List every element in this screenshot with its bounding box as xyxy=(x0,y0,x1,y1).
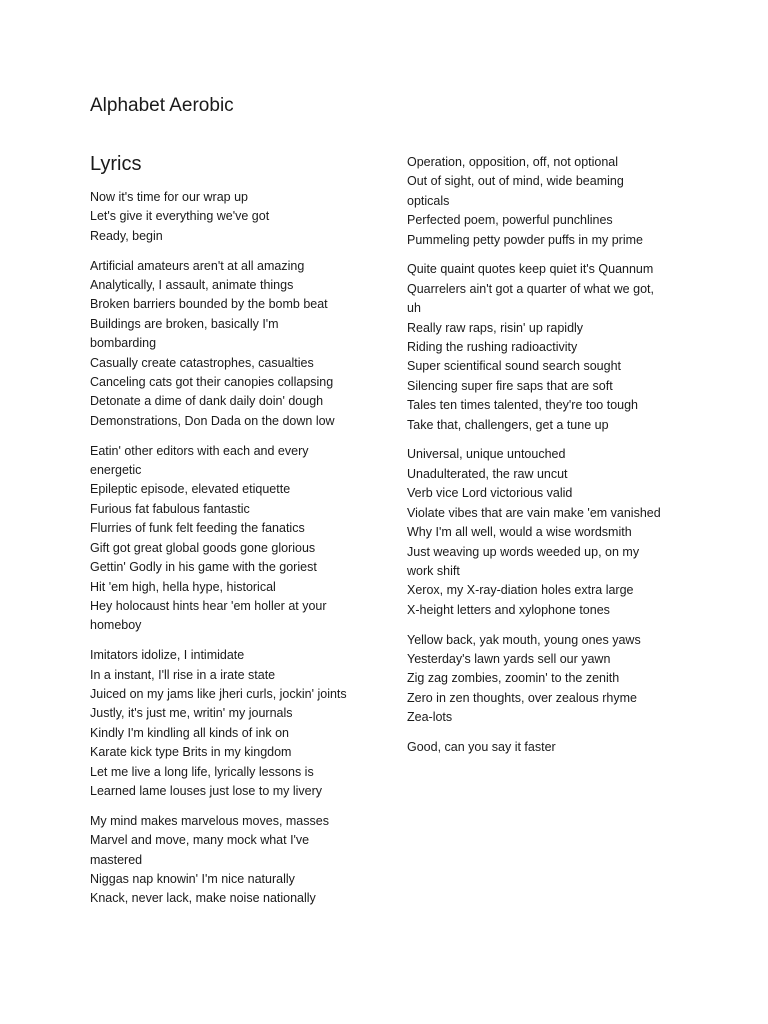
lyric-line: Analytically, I assault, animate things xyxy=(90,278,294,293)
lyric-line: Furious fat fabulous fantastic xyxy=(90,501,250,516)
lyric-line: Casually create catastrophes, casualties xyxy=(90,355,314,370)
lyric-line: Zig zag zombies, zoomin' to the zenith xyxy=(407,671,620,686)
lyric-line: Artificial amateurs aren't at all amazing xyxy=(90,258,305,273)
lyric-line: Pummeling petty powder puffs in my prime xyxy=(407,232,643,247)
lyric-line: Universal, unique untouched xyxy=(407,447,566,462)
lyrics-stanza xyxy=(90,442,366,636)
lyric-line: In a instant, I'll rise in a irate state xyxy=(90,667,276,682)
lyric-line: Super scientifical sound search sought xyxy=(407,359,622,374)
lyric-line: Karate kick type Brits in my kingdom xyxy=(90,745,292,760)
lyric-line: Marvel and move, many mock what I've xyxy=(90,833,310,848)
lyric-line: Tales ten times talented, they're too tough xyxy=(407,398,638,413)
lyric-line: Really raw raps, risin' up rapidly xyxy=(407,320,584,335)
page-title: Alphabet Aerobic xyxy=(90,95,234,116)
section-heading-lyrics: Lyrics xyxy=(90,153,142,175)
lyric-line: Zero in zen thoughts, over zealous rhyme xyxy=(407,690,637,705)
lyric-line: uh xyxy=(407,301,421,316)
lyric-line: Let's give it everything we've got xyxy=(90,209,270,224)
lyric-line: Out of sight, out of mind, wide beaming xyxy=(407,174,624,189)
lyric-line: Quarrelers ain't got a quarter of what we got, xyxy=(407,281,654,296)
lyric-line: Silencing super fire saps that are soft xyxy=(407,378,613,393)
lyric-line: Kindly I'm kindling all kinds of ink on xyxy=(90,725,290,740)
lyric-line: Violate vibes that are vain make 'em vanished xyxy=(407,505,661,520)
lyric-line: Riding the rushing radioactivity xyxy=(407,340,578,355)
lyric-line: X-height letters and xylophone tones xyxy=(407,602,610,617)
lyric-line: Epileptic episode, elevated etiquette xyxy=(90,482,291,497)
lyric-line: bombarding xyxy=(90,336,157,351)
lyrics-right-column xyxy=(407,153,683,768)
lyric-line: Hit 'em high, hella hype, historical xyxy=(90,579,276,594)
lyric-line: Detonate a dime of dank daily doin' dough xyxy=(90,394,324,409)
lyric-line: Canceling cats got their canopies collapsing xyxy=(90,375,334,390)
lyric-line: Ready, begin xyxy=(90,228,163,243)
lyric-line: Verb vice Lord victorious valid xyxy=(407,486,573,501)
lyric-line: Justly, it's just me, writin' my journals xyxy=(90,706,293,721)
lyric-line: Why I'm all well, would a wise wordsmith xyxy=(407,525,632,540)
lyric-line: work shift xyxy=(407,563,460,578)
lyric-line: Take that, challengers, get a tune up xyxy=(407,417,609,432)
lyric-line: Unadulterated, the raw uncut xyxy=(407,466,568,481)
lyric-line: Demonstrations, Don Dada on the down low xyxy=(90,413,335,428)
lyrics-stanza xyxy=(407,153,683,250)
lyric-line: Now it's time for our wrap up xyxy=(90,190,248,204)
lyric-line: Yesterday's lawn yards sell our yawn xyxy=(407,651,611,666)
lyric-line: Quite quaint quotes keep quiet it's Quannum xyxy=(407,262,654,277)
lyric-line: opticals xyxy=(407,193,450,208)
lyric-line: Niggas nap knowin' I'm nice naturally xyxy=(90,871,295,886)
lyric-line: Let me live a long life, lyrically lessons is xyxy=(90,764,314,779)
lyric-line: Zea-lots xyxy=(407,710,453,725)
lyric-line: Xerox, my X-ray-diation holes extra large xyxy=(407,583,634,598)
lyrics-stanza xyxy=(90,257,366,432)
lyrics-stanza xyxy=(407,738,683,757)
lyric-line: Yellow back, yak mouth, young ones yaws xyxy=(407,632,641,647)
lyric-line: Learned lame louses just lose to my livery xyxy=(90,783,323,798)
lyric-line: Gift got great global goods gone glorious xyxy=(90,540,316,555)
lyrics-stanza xyxy=(90,812,366,909)
lyric-line: Perfected poem, powerful punchlines xyxy=(407,213,613,228)
lyric-line: Juiced on my jams like jheri curls, jockin' joints xyxy=(90,686,347,701)
lyric-line: Imitators idolize, I intimidate xyxy=(90,648,245,663)
lyric-line: Knack, never lack, make noise nationally xyxy=(90,891,316,906)
lyric-line: Operation, opposition, off, not optional xyxy=(407,155,619,169)
lyrics-left-column xyxy=(90,188,366,919)
lyric-line: Just weaving up words weeded up, on my xyxy=(407,544,640,559)
lyric-line: Good, can you say it faster xyxy=(407,739,556,754)
lyric-line: mastered xyxy=(90,852,143,867)
lyrics-stanza xyxy=(407,260,683,435)
lyrics-stanza xyxy=(90,646,366,801)
lyric-line: Buildings are broken, basically I'm xyxy=(90,316,279,331)
lyric-line: Flurries of funk felt feeding the fanatics xyxy=(90,521,305,536)
lyric-line: Gettin' Godly in his game with the goriest xyxy=(90,560,317,575)
lyrics-stanza xyxy=(407,445,683,620)
lyric-line: Hey holocaust hints hear 'em holler at your xyxy=(90,598,327,613)
lyric-line: Broken barriers bounded by the bomb beat xyxy=(90,297,328,312)
lyric-line: My mind makes marvelous moves, masses xyxy=(90,813,329,828)
lyrics-stanza xyxy=(407,631,683,728)
lyric-line: energetic xyxy=(90,463,142,478)
lyric-line: Eatin' other editors with each and every xyxy=(90,443,309,458)
lyrics-stanza xyxy=(90,188,366,246)
lyric-line: homeboy xyxy=(90,618,142,633)
